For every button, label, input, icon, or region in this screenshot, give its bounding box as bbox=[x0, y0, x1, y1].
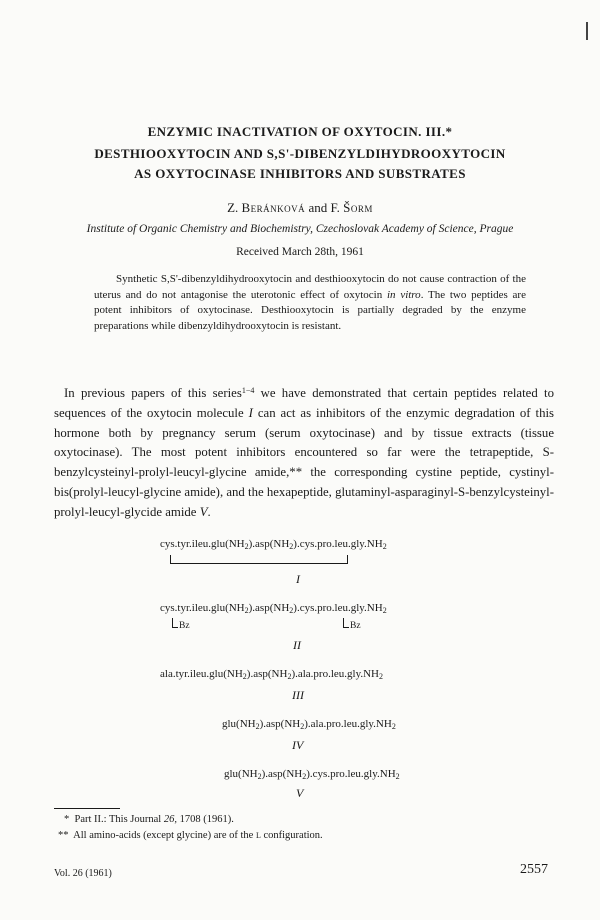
formula-iii bbox=[160, 668, 383, 680]
formula-v-sub-1: 2 bbox=[257, 772, 262, 781]
bz-group-right: Bz bbox=[350, 621, 361, 631]
formula-v-sub-2: 2 bbox=[302, 772, 307, 781]
disulfide-bridge-bottom bbox=[170, 563, 348, 564]
formula-i-label: I bbox=[296, 572, 300, 586]
footnote-1-text-b: 1708 (1961). bbox=[176, 814, 234, 825]
formula-i-sub-3: 2 bbox=[382, 542, 387, 551]
margin-mark bbox=[586, 22, 588, 40]
footnote-2-text-a: All amino-acids (except glycine) are of the bbox=[73, 830, 256, 841]
formula-ii bbox=[160, 602, 387, 614]
formula-i bbox=[160, 538, 387, 550]
authors bbox=[0, 200, 600, 216]
footnote-1 bbox=[64, 814, 234, 825]
page-number: 2557 bbox=[520, 862, 548, 877]
body-text-3: can act as inhibitors of the enzymic degradation of this hormone both by pregnancy serum (serum oxytocinase) and by tissue extracts (tissue oxytocinase). The most potent inhibitors encountered so far were the tetrapeptide, S-benzylcysteinyl-prolyl-leucyl-glycine amide,** the corresponding cystine peptide, cystinyl-bis(prolyl-leucyl-glycine amide), and the hexapeptide, glutaminyl-asparaginyl-S-benzylcysteinyl-prolyl-leucyl-glycide amide bbox=[54, 405, 554, 519]
abstract-text-1: Synthetic S,S'-dibenzyldihydrooxytocin and desthiooxytocin do not cause contraction of the uterus and do not antagonise the uterotonic effect of oxytocin bbox=[94, 273, 526, 301]
formula-ii-sub-1: 2 bbox=[244, 606, 249, 615]
formula-iv-part-a: glu(NH bbox=[222, 718, 256, 730]
title-line-3: AS OXYTOCINASE INHIBITORS AND SUBSTRATES bbox=[134, 166, 466, 181]
formula-ii-label: II bbox=[293, 638, 301, 652]
formula-v-part-a: glu(NH bbox=[224, 768, 258, 780]
footnote-2-l-config: L bbox=[255, 831, 261, 840]
footnote-2-text-b: configuration. bbox=[260, 830, 323, 841]
abstract-in-vitro: in vitro bbox=[387, 288, 421, 301]
formula-iii-part-a: ala.tyr.ileu.glu(NH bbox=[160, 668, 243, 680]
formula-iii-sub-2: 2 bbox=[287, 672, 292, 681]
journal-volume: Vol. 26 (1961) bbox=[54, 868, 112, 879]
formula-iii-sub-3: 2 bbox=[379, 672, 384, 681]
formula-iv bbox=[222, 718, 396, 730]
formula-iii-sub-1: 2 bbox=[242, 672, 247, 681]
footnote-1-text-a: Part II.: This Journal bbox=[74, 814, 164, 825]
formula-i-part-b: ).asp(NH bbox=[248, 538, 290, 550]
abstract bbox=[94, 272, 526, 334]
author-1-initial: Z. bbox=[227, 200, 242, 215]
formula-iv-label: IV bbox=[292, 738, 304, 752]
formula-ii-part-b: ).asp(NH bbox=[248, 602, 290, 614]
footnote-2-mark: ** bbox=[58, 830, 69, 841]
formula-i-sub-1: 2 bbox=[244, 542, 249, 551]
formula-i-sub-2: 2 bbox=[289, 542, 294, 551]
formula-iv-part-c: ).ala.pro.leu.gly.NH bbox=[304, 718, 392, 730]
formula-v bbox=[224, 768, 400, 780]
abstract-text-2: . The two peptides are potent inhibitors of oxytocinase. Desthiooxytocin is partially degraded by the enzyme preparations while dibenzyldihydrooxytocin is resistant. bbox=[94, 288, 526, 332]
footnote-rule bbox=[54, 808, 120, 809]
formula-iv-sub-3: 2 bbox=[391, 722, 396, 731]
formula-iii-part-b: ).asp(NH bbox=[246, 668, 288, 680]
author-1-name: Beránková bbox=[241, 200, 306, 215]
formula-iv-sub-2: 2 bbox=[300, 722, 305, 731]
formula-iii-part-c: ).ala.pro.leu.gly.NH bbox=[291, 668, 380, 680]
bz-link-left-horizontal bbox=[172, 627, 178, 628]
footnote-1-mark: * bbox=[64, 814, 70, 825]
molecule-ref-i: I bbox=[248, 405, 253, 420]
formula-v-label: V bbox=[296, 786, 304, 800]
formula-v-sub-3: 2 bbox=[395, 772, 400, 781]
authors-and: and bbox=[305, 200, 331, 215]
institute: Institute of Organic Chemistry and Biochemistry, Czechoslovak Academy of Science, Prague bbox=[86, 223, 514, 235]
title-line-1: ENZYMIC INACTIVATION OF OXYTOCIN. III.* bbox=[147, 124, 453, 139]
bz-link-right-horizontal bbox=[343, 627, 349, 628]
body-text-2: we have demonstrated that certain peptides related to sequences of the oxytocin molecule bbox=[54, 386, 554, 420]
body-text-4: . bbox=[207, 504, 211, 519]
footnote-1-volume: 26, bbox=[163, 814, 177, 825]
formula-iii-label: III bbox=[292, 688, 304, 702]
formula-ii-sub-2: 2 bbox=[289, 606, 294, 615]
formula-ii-part-a: cys.tyr.ileu.glu(NH bbox=[160, 602, 245, 614]
formula-ii-part-c: ).cys.pro.leu.gly.NH bbox=[293, 602, 383, 614]
formula-v-part-c: ).cys.pro.leu.gly.NH bbox=[306, 768, 396, 780]
formula-i-part-c: ).cys.pro.leu.gly.NH bbox=[293, 538, 383, 550]
footnote-2 bbox=[58, 830, 323, 841]
formula-iv-part-b: ).asp(NH bbox=[259, 718, 301, 730]
bz-group-left: Bz bbox=[179, 621, 190, 631]
formula-ii-sub-3: 2 bbox=[382, 606, 387, 615]
molecule-ref-v: V bbox=[199, 504, 208, 519]
reference-superscript: 1−4 bbox=[241, 386, 255, 395]
author-2-initial: F. bbox=[330, 200, 344, 215]
body-text-1: In previous papers of this series bbox=[64, 386, 242, 400]
disulfide-bridge-right bbox=[347, 555, 348, 564]
formula-iv-sub-1: 2 bbox=[255, 722, 260, 731]
formula-v-part-b: ).asp(NH bbox=[261, 768, 303, 780]
received-date: Received March 28th, 1961 bbox=[236, 246, 364, 258]
formula-i-part-a: cys.tyr.ileu.glu(NH bbox=[160, 538, 245, 550]
body-paragraph bbox=[54, 384, 554, 523]
title-line-2: DESTHIOOXYTOCIN AND S,S'-DIBENZYLDIHYDROOXYTOCIN bbox=[94, 146, 506, 161]
author-2-name: Šorm bbox=[343, 200, 373, 215]
